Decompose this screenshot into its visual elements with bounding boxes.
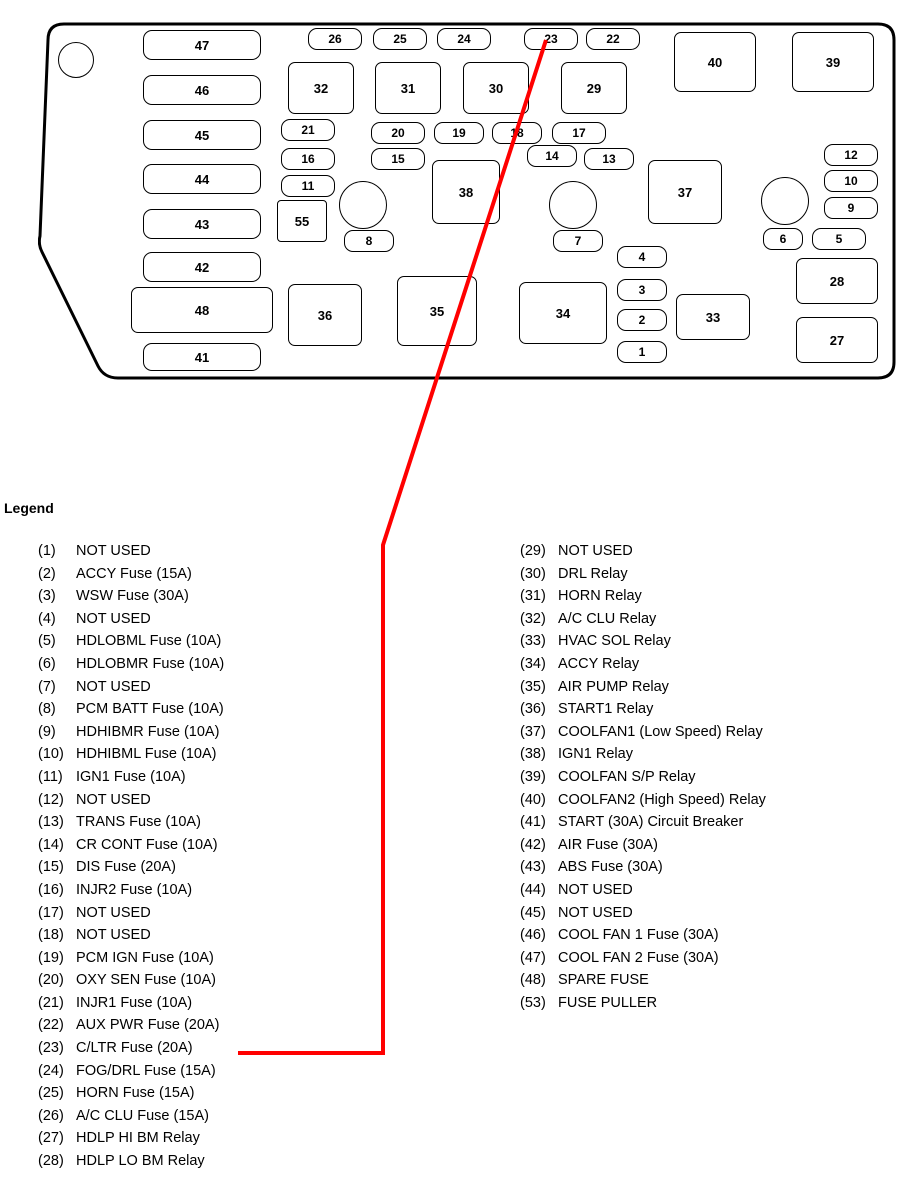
legend-item-31 (520, 585, 766, 608)
legend-item-number: (19) (38, 949, 64, 966)
legend-item-label: FUSE PULLER (558, 994, 658, 1011)
fuse-cell-label: 19 (452, 126, 466, 140)
legend-item-label: NOT USED (558, 881, 633, 898)
fuse-cell-44 (143, 164, 261, 194)
legend-item-label: AUX PWR Fuse (20A) (76, 1017, 220, 1034)
fuse-cell-31 (375, 62, 441, 114)
fuse-cell-label: 22 (606, 32, 620, 46)
legend-item-number: (5) (38, 633, 56, 650)
legend-item-46 (520, 924, 766, 947)
legend-item-label: PCM BATT Fuse (10A) (76, 701, 224, 718)
fuse-cell-4 (617, 246, 667, 268)
fuse-cell-27 (796, 317, 878, 363)
fuse-cell-label: 34 (555, 305, 571, 321)
fuse-cell-label: 43 (194, 216, 210, 232)
legend-item-21 (38, 992, 224, 1015)
legend-item-label: HDLOBML Fuse (10A) (76, 633, 222, 650)
legend-item-30 (520, 563, 766, 586)
legend-item-number: (40) (520, 791, 546, 808)
legend-item-label: PCM IGN Fuse (10A) (76, 949, 214, 966)
legend-item-number: (23) (38, 1040, 64, 1057)
legend-item-label: NOT USED (76, 927, 151, 944)
legend-item-label: CR CONT Fuse (10A) (76, 836, 218, 853)
legend-item-label: COOLFAN S/P Relay (558, 768, 696, 785)
legend-item-25 (38, 1082, 224, 1105)
fuse-cell-label: 24 (457, 32, 471, 46)
fuse-cell-label: 44 (194, 171, 210, 187)
fuse-cell-label: 31 (400, 80, 416, 96)
fuse-cell-label: 32 (313, 80, 329, 96)
legend-item-number: (35) (520, 678, 546, 695)
fuse-cell-label: 15 (391, 152, 405, 166)
legend-column-right (520, 540, 766, 1014)
legend-item-43 (520, 856, 766, 879)
legend-item-number: (45) (520, 904, 546, 921)
legend-item-number: (29) (520, 543, 546, 559)
legend-item-number: (17) (38, 904, 64, 921)
fuse-cell-label: 37 (677, 184, 693, 200)
legend-item-label: NOT USED (558, 904, 633, 921)
fuse-cell-label: 9 (847, 201, 855, 215)
legend-item-number: (34) (520, 655, 546, 672)
fuse-cell-41 (143, 343, 261, 371)
fuse-cell-label: 5 (835, 232, 843, 246)
fuse-cell-label: 23 (544, 32, 558, 46)
legend-item-number: (15) (38, 859, 64, 876)
legend-item-number: (31) (520, 588, 546, 605)
fuse-cell-label: 8 (365, 234, 373, 248)
legend-item-42 (520, 834, 766, 857)
legend-item-label: HDHIBMR Fuse (10A) (76, 723, 220, 740)
legend-item-3 (38, 585, 224, 608)
legend-item-number: (28) (38, 1153, 64, 1170)
fuse-cell-24 (437, 28, 491, 50)
fuse-cell-11 (281, 175, 335, 197)
fuse-cell-label: 55 (294, 213, 310, 229)
legend-item-label: SPARE FUSE (558, 972, 649, 989)
legend-item-label: AIR PUMP Relay (558, 678, 669, 695)
legend-item-label: WSW Fuse (30A) (76, 588, 189, 605)
fuse-cell-30 (463, 62, 529, 114)
legend-item-label: INJR1 Fuse (10A) (76, 994, 193, 1011)
fuse-cell-10 (824, 170, 878, 192)
legend-item-number: (37) (520, 723, 546, 740)
legend-item-number: (44) (520, 881, 546, 898)
legend-item-36 (520, 698, 766, 721)
legend-item-24 (38, 1060, 224, 1083)
fuse-cell-label: 3 (638, 283, 646, 297)
fuse-cell-40 (674, 32, 756, 92)
fuse-cell-33 (676, 294, 750, 340)
legend-item-number: (4) (38, 610, 56, 627)
legend-item-label: INJR2 Fuse (10A) (76, 881, 193, 898)
legend-item-15 (38, 856, 224, 879)
legend-item-number: (39) (520, 768, 546, 785)
fuse-cell-label: 45 (194, 127, 210, 143)
socket-left-icon (339, 181, 387, 229)
legend-item-number: (43) (520, 859, 546, 876)
legend-item-27 (38, 1127, 224, 1150)
fuse-cell-label: 28 (829, 273, 845, 289)
legend-item-label: OXY SEN Fuse (10A) (76, 972, 216, 989)
legend-item-53 (520, 992, 766, 1015)
legend-item-label: TRANS Fuse (10A) (76, 814, 201, 831)
legend-item-number: (38) (520, 746, 546, 763)
legend-item-label: ACCY Fuse (15A) (76, 565, 192, 582)
fuse-cell-label: 26 (328, 32, 342, 46)
legend-item-label: COOL FAN 2 Fuse (30A) (558, 949, 719, 966)
legend-item-number: (27) (38, 1130, 64, 1147)
legend-item-label: A/C CLU Relay (558, 610, 657, 627)
legend-item-label: HORN Fuse (15A) (76, 1085, 195, 1102)
legend-item-6 (38, 653, 224, 676)
fuse-cell-label: 12 (844, 148, 858, 162)
fuse-cell-13 (584, 148, 634, 170)
legend-item-number: (9) (38, 723, 56, 740)
legend-item-4 (38, 608, 224, 631)
legend-item-number: (30) (520, 565, 546, 582)
legend-item-label: C/LTR Fuse (20A) (76, 1040, 193, 1057)
legend-item-38 (520, 743, 766, 766)
legend-item-number: (14) (38, 836, 64, 853)
fuse-cell-35 (397, 276, 477, 346)
legend-item-number: (53) (520, 994, 546, 1011)
fuse-cell-18 (492, 122, 542, 144)
legend-item-22 (38, 1014, 224, 1037)
legend-item-number: (48) (520, 972, 546, 989)
legend-item-number: (26) (38, 1107, 64, 1124)
legend-item-number: (32) (520, 610, 546, 627)
fuse-cell-1 (617, 341, 667, 363)
legend-item-number: (25) (38, 1085, 64, 1102)
fuse-cell-8 (344, 230, 394, 252)
legend-item-32 (520, 608, 766, 631)
legend-item-number: (10) (38, 746, 64, 763)
fuse-cell-label: 38 (458, 184, 474, 200)
legend-item-33 (520, 630, 766, 653)
socket-corner-icon (58, 42, 94, 78)
fuse-cell-3 (617, 279, 667, 301)
fuse-box-diagram (0, 0, 912, 400)
legend-item-label: NOT USED (76, 904, 151, 921)
legend-item-37 (520, 721, 766, 744)
fuse-cell-15 (371, 148, 425, 170)
fuse-cell-label: 14 (545, 149, 559, 163)
legend-item-45 (520, 902, 766, 925)
fuse-cell-5 (812, 228, 866, 250)
fuse-cell-12 (824, 144, 878, 166)
legend-column-left (38, 540, 224, 1173)
legend-item-label: A/C CLU Fuse (15A) (76, 1107, 209, 1124)
legend-item-label: HDLP LO BM Relay (76, 1153, 205, 1170)
legend-item-13 (38, 811, 224, 834)
fuse-cell-label: 21 (301, 123, 315, 137)
fuse-cell-48 (131, 287, 273, 333)
fuse-cell-16 (281, 148, 335, 170)
fuse-cell-43 (143, 209, 261, 239)
legend-item-39 (520, 766, 766, 789)
fuse-cell-23 (524, 28, 578, 50)
legend-item-label: HDLOBMR Fuse (10A) (76, 655, 225, 672)
fuse-cell-label: 27 (829, 332, 845, 348)
fuse-cell-14 (527, 145, 577, 167)
legend-item-label: HDLP HI BM Relay (76, 1130, 200, 1147)
fuse-cell-label: 20 (391, 126, 405, 140)
socket-right-icon (761, 177, 809, 225)
fuse-cell-21 (281, 119, 335, 141)
fuse-cell-label: 13 (602, 152, 616, 166)
legend-item-number: (3) (38, 588, 56, 605)
legend-item-10 (38, 743, 224, 766)
legend-item-28 (38, 1150, 224, 1173)
fuse-cell-label: 7 (574, 234, 582, 248)
fuse-cell-17 (552, 122, 606, 144)
fuse-cell-22 (586, 28, 640, 50)
legend-item-label: ACCY Relay (558, 655, 640, 672)
legend-item-label: NOT USED (76, 543, 151, 559)
legend-item-9 (38, 721, 224, 744)
legend-item-29 (520, 540, 766, 563)
legend-item-8 (38, 698, 224, 721)
fuse-cell-55 (277, 200, 327, 242)
fuse-cell-9 (824, 197, 878, 219)
legend-title: Legend (4, 500, 54, 516)
fuse-cell-32 (288, 62, 354, 114)
legend-item-number: (42) (520, 836, 546, 853)
legend-item-47 (520, 947, 766, 970)
legend-item-7 (38, 676, 224, 699)
legend-item-label: IGN1 Fuse (10A) (76, 768, 186, 785)
fuse-cell-label: 6 (779, 232, 787, 246)
legend-item-number: (18) (38, 927, 64, 944)
fuse-cell-37 (648, 160, 722, 224)
legend-item-number: (2) (38, 565, 56, 582)
legend-item-2 (38, 563, 224, 586)
fuse-cell-label: 33 (705, 309, 721, 325)
fuse-cell-label: 35 (429, 303, 445, 319)
legend-item-number: (6) (38, 655, 56, 672)
legend-item-label: NOT USED (558, 543, 633, 559)
fuse-cell-38 (432, 160, 500, 224)
fuse-cell-label: 10 (844, 174, 858, 188)
fuse-cell-label: 47 (194, 37, 210, 53)
legend-item-number: (22) (38, 1017, 64, 1034)
fuse-cell-label: 48 (194, 302, 210, 318)
fuse-cell-label: 42 (194, 259, 210, 275)
legend-item-41 (520, 811, 766, 834)
legend-item-19 (38, 947, 224, 970)
fuse-cell-label: 30 (488, 80, 504, 96)
legend-item-number: (24) (38, 1062, 64, 1079)
fuse-cell-29 (561, 62, 627, 114)
legend-item-label: IGN1 Relay (558, 746, 633, 763)
fuse-cell-20 (371, 122, 425, 144)
fuse-cell-45 (143, 120, 261, 150)
legend-item-5 (38, 630, 224, 653)
fuse-cell-25 (373, 28, 427, 50)
fuse-cell-28 (796, 258, 878, 304)
legend-item-number: (41) (520, 814, 546, 831)
legend-item-label: FOG/DRL Fuse (15A) (76, 1062, 216, 1079)
legend-item-label: HORN Relay (558, 588, 642, 605)
legend-item-label: HVAC SOL Relay (558, 633, 671, 650)
fuse-cell-36 (288, 284, 362, 346)
legend-item-48 (520, 969, 766, 992)
legend-item-number: (12) (38, 791, 64, 808)
fuse-cell-label: 2 (638, 313, 646, 327)
legend-item-14 (38, 834, 224, 857)
fuse-cell-label: 16 (301, 152, 315, 166)
legend-item-34 (520, 653, 766, 676)
fuse-cell-label: 39 (825, 54, 841, 70)
fuse-cell-26 (308, 28, 362, 50)
legend-item-label: HDHIBML Fuse (10A) (76, 746, 217, 763)
fuse-cell-39 (792, 32, 874, 92)
legend-item-label: AIR Fuse (30A) (558, 836, 658, 853)
legend-item-20 (38, 969, 224, 992)
legend-item-44 (520, 879, 766, 902)
legend-item-26 (38, 1105, 224, 1128)
legend-item-label: DRL Relay (558, 565, 628, 582)
legend-item-label: START1 Relay (558, 701, 654, 718)
fuse-cell-label: 1 (638, 345, 646, 359)
legend-item-number: (7) (38, 678, 56, 695)
legend-item-number: (11) (38, 768, 63, 785)
fuse-cell-label: 18 (510, 126, 524, 140)
legend-item-35 (520, 676, 766, 699)
fuse-cell-label: 25 (393, 32, 407, 46)
legend-item-number: (8) (38, 701, 56, 718)
legend-item-12 (38, 789, 224, 812)
legend-item-40 (520, 789, 766, 812)
legend-item-label: NOT USED (76, 791, 151, 808)
legend-item-number: (1) (38, 543, 56, 559)
fuse-cell-label: 29 (586, 80, 602, 96)
fuse-cell-label: 46 (194, 82, 210, 98)
fuse-cell-2 (617, 309, 667, 331)
fuse-cell-label: 40 (707, 54, 723, 70)
fuse-cell-label: 4 (638, 250, 646, 264)
fuse-cell-19 (434, 122, 484, 144)
legend-item-label: COOLFAN2 (High Speed) Relay (558, 791, 766, 808)
fuse-cell-label: 36 (317, 307, 333, 323)
legend-item-label: NOT USED (76, 678, 151, 695)
legend-item-label: COOL FAN 1 Fuse (30A) (558, 927, 719, 944)
fuse-cell-label: 41 (194, 349, 210, 365)
legend-item-number: (13) (38, 814, 64, 831)
socket-middle-icon (549, 181, 597, 229)
legend-item-number: (46) (520, 927, 546, 944)
legend-item-1 (38, 540, 224, 563)
legend-item-number: (20) (38, 972, 64, 989)
legend-item-number: (33) (520, 633, 546, 650)
legend-item-number: (21) (38, 994, 64, 1011)
legend-item-11 (38, 766, 224, 789)
legend-item-label: START (30A) Circuit Breaker (558, 814, 744, 831)
legend-item-label: DIS Fuse (20A) (76, 859, 176, 876)
fuse-cell-42 (143, 252, 261, 282)
fuse-cell-34 (519, 282, 607, 344)
fuse-cell-label: 11 (301, 179, 315, 193)
legend-item-label: COOLFAN1 (Low Speed) Relay (558, 723, 763, 740)
fuse-cell-7 (553, 230, 603, 252)
legend-item-16 (38, 879, 224, 902)
fuse-cell-label: 17 (572, 126, 586, 140)
legend-item-label: ABS Fuse (30A) (558, 859, 663, 876)
fuse-cell-46 (143, 75, 261, 105)
legend-item-number: (16) (38, 881, 64, 898)
legend-item-18 (38, 924, 224, 947)
legend-item-23 (38, 1037, 224, 1060)
fuse-cell-6 (763, 228, 803, 250)
legend-item-label: NOT USED (76, 610, 151, 627)
fuse-cell-47 (143, 30, 261, 60)
legend-item-17 (38, 902, 224, 925)
legend-item-number: (47) (520, 949, 546, 966)
legend-item-number: (36) (520, 701, 546, 718)
